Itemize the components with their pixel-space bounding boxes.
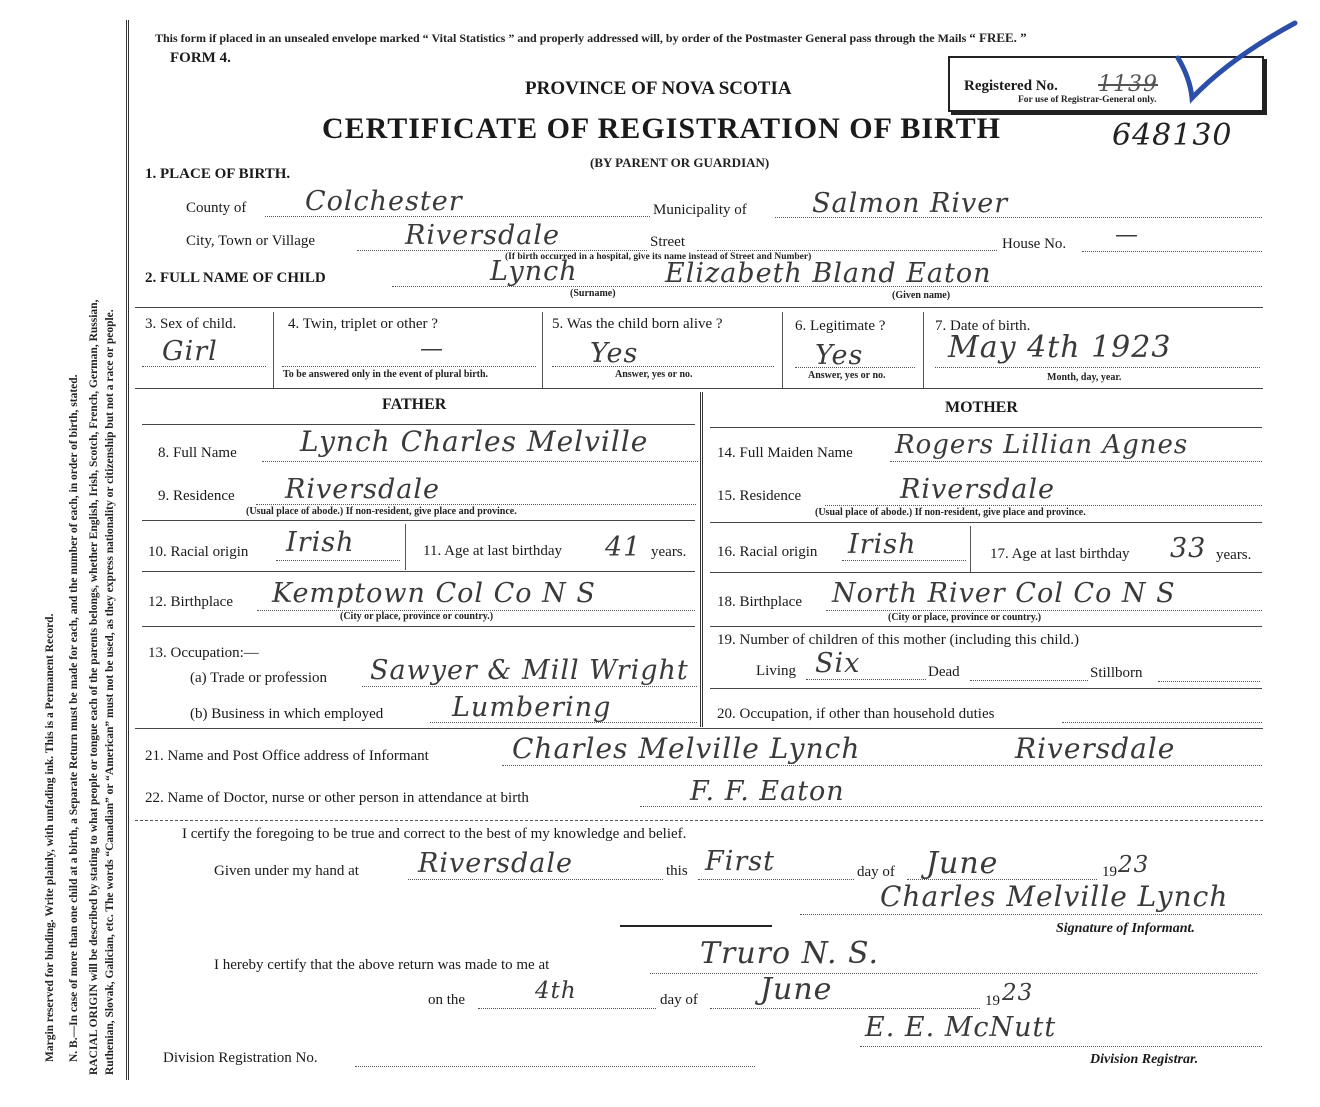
- registrar-day-line: [478, 1008, 656, 1009]
- dob-line: [935, 367, 1260, 368]
- given-dayof-label: day of: [857, 864, 895, 880]
- legitimate-value: Yes: [815, 340, 864, 371]
- divider-5-6: [782, 312, 783, 388]
- house-value: —: [1115, 222, 1139, 248]
- child-given-value: Elizabeth Bland Eaton: [665, 258, 992, 289]
- rule-below-parents: [135, 728, 1263, 729]
- divider-3-4: [273, 312, 274, 388]
- registrar-dayof-label: day of: [660, 992, 698, 1008]
- sex-label: 3. Sex of child.: [145, 316, 237, 332]
- registrar-statement: I hereby certify that the above return was made to me at: [214, 957, 550, 973]
- father-birthplace-value: Kemptown Col Co N S: [272, 578, 596, 609]
- divider-10-11: [405, 524, 406, 570]
- rule-m3: [710, 626, 1262, 627]
- binding-margin-line: [126, 20, 129, 1080]
- doctor-value: F. F. Eaton: [690, 776, 845, 807]
- mother-residence-value: Riversdale: [900, 474, 1055, 505]
- registrar-signature-line: [860, 1046, 1262, 1047]
- informant-label: 21. Name and Post Office address of Informant: [145, 748, 429, 764]
- informant-line: [502, 765, 1262, 766]
- trade-label: (a) Trade or profession: [190, 670, 328, 686]
- father-heading: FATHER: [382, 396, 447, 413]
- father-racial-value: Irish: [286, 527, 355, 558]
- mother-years-label: years.: [1216, 547, 1252, 563]
- occupation-label: 13. Occupation:—: [148, 645, 259, 661]
- mother-age-value: 33: [1170, 533, 1207, 564]
- this-label: this: [666, 863, 688, 879]
- mother-residence-note: (Usual place of abode.) If non-resident, give place and province.: [815, 507, 1086, 518]
- trade-value: Sawyer & Mill Wright: [370, 655, 689, 686]
- margin-note-1: Margin reserved for binding. Write plainly, with unfading ink. This is a Permanent Record.: [44, 613, 56, 1062]
- municipality-value: Salmon River: [812, 188, 1009, 219]
- county-value: Colchester: [305, 186, 463, 217]
- surname-note: (Surname): [570, 288, 616, 299]
- father-years-label: years.: [651, 544, 687, 560]
- division-no-line: [355, 1066, 755, 1067]
- postal-notice: This form if placed in an unsealed envelope marked “ Vital Statistics ” and properly addressed will, by order of the Postmaster General pass through the Mails “ FREE. ”: [155, 30, 1027, 45]
- city-label: City, Town or Village: [186, 233, 316, 249]
- house-line: [1082, 251, 1262, 252]
- father-age-label: 11. Age at last birthday: [423, 543, 562, 559]
- given-place-line: [408, 879, 663, 880]
- informant-address-value: Riversdale: [1015, 732, 1176, 765]
- street-note: (If birth occurred in a hospital, give its name instead of Street and Number): [505, 252, 812, 262]
- mother-birthplace-label: 18. Birthplace: [717, 594, 802, 610]
- given-label: Given under my hand at: [214, 863, 359, 879]
- mother-occupation-label: 20. Occupation, if other than household duties: [717, 706, 995, 722]
- rule-short: [620, 925, 772, 927]
- given-note: (Given name): [892, 290, 951, 301]
- children-label: 19. Number of children of this mother (including this child.): [717, 632, 1080, 648]
- stamped-number: 648130: [1112, 118, 1233, 153]
- child-name-label: 2. FULL NAME OF CHILD: [145, 270, 326, 286]
- form-number: FORM 4.: [170, 50, 231, 66]
- rule-m2: [710, 572, 1262, 573]
- on-the-label: on the: [428, 992, 466, 1008]
- father-birthplace-label: 12. Birthplace: [148, 594, 233, 610]
- father-racial-line: [276, 560, 400, 561]
- place-of-birth-label: 1. PLACE OF BIRTH.: [145, 166, 291, 182]
- mother-racial-value: Irish: [848, 529, 917, 560]
- registered-value: 1139: [1098, 72, 1158, 97]
- given-day-line: [698, 879, 854, 880]
- dead-line: [970, 680, 1088, 681]
- doctor-label: 22. Name of Doctor, nurse or other person in attendance at birth: [145, 790, 529, 806]
- signature-line: [800, 914, 1262, 915]
- signature-label: Signature of Informant.: [1056, 921, 1195, 936]
- mother-birthplace-line: [826, 610, 1262, 611]
- child-surname-value: Lynch: [490, 256, 578, 287]
- rule-top-boxes: [135, 307, 1263, 308]
- certificate-subtitle: (BY PARENT OR GUARDIAN): [590, 155, 770, 170]
- father-residence-value: Riversdale: [285, 474, 440, 505]
- living-label: Living: [756, 663, 796, 679]
- mother-racial-line: [842, 560, 966, 561]
- father-residence-label: 9. Residence: [158, 488, 235, 504]
- parents-divider: [700, 392, 703, 727]
- rule-mother-top: [710, 427, 1262, 428]
- margin-note-2: N. B.—In case of more than one child at a birth, a Separate Return must be made for each, and the number of each, in order of birth, stated.: [68, 374, 80, 1062]
- registrar-year-prefix: 19: [985, 993, 1000, 1009]
- registrar-year-value: 23: [1002, 980, 1034, 1006]
- father-birthplace-note: (City or place, province or country.): [340, 611, 494, 622]
- dob-label: 7. Date of birth.: [935, 318, 1031, 334]
- margin-note-3: RACIAL ORIGIN will be described by stating to what people or tongue each of the parents belongs, whether English, Irish, Scotch, French, German, Russian,: [88, 299, 100, 1075]
- mother-residence-label: 15. Residence: [717, 488, 802, 504]
- given-year-prefix: 19: [1102, 864, 1117, 880]
- dead-label: Dead: [928, 664, 960, 680]
- registrar-signature: E. E. McNutt: [865, 1012, 1057, 1043]
- twin-label: 4. Twin, triplet or other ?: [288, 316, 438, 332]
- twin-note: To be answered only in the event of plural birth.: [283, 369, 489, 380]
- alive-note: Answer, yes or no.: [615, 369, 693, 380]
- business-value: Lumbering: [452, 692, 612, 723]
- given-month-value: June: [926, 846, 999, 881]
- trade-line: [362, 686, 697, 687]
- father-racial-label: 10. Racial origin: [148, 544, 249, 560]
- twin-value: —: [420, 336, 444, 362]
- divider-4-5: [542, 312, 543, 388]
- alive-value: Yes: [590, 338, 639, 369]
- registrar-place-value: Truro N. S.: [700, 936, 880, 971]
- rule-above-parents: [135, 388, 1263, 389]
- alive-line: [552, 366, 774, 367]
- father-age-value: 41: [605, 532, 642, 563]
- street-label: Street: [650, 234, 685, 250]
- divider-6-7: [923, 312, 924, 388]
- living-value: Six: [815, 648, 861, 679]
- father-name-line: [262, 461, 698, 462]
- mother-heading: MOTHER: [945, 399, 1018, 416]
- division-no-label: Division Registration No.: [163, 1050, 318, 1066]
- rule-f3: [142, 626, 695, 627]
- registrar-place-line: [650, 973, 1257, 974]
- legitimate-label: 6. Legitimate ?: [795, 318, 886, 334]
- registered-label: Registered No.: [964, 78, 1058, 94]
- margin-note-4: Ruthenian, Slovak, Galician, etc. The words “Canadian” or “American” must not be used, as they express nationality or citizenship but not a race or people.: [104, 309, 116, 1075]
- stillborn-line: [1158, 681, 1260, 682]
- municipality-label: Municipality of: [653, 202, 747, 218]
- check-mark-icon: [1170, 18, 1300, 108]
- twin-line: [282, 366, 536, 367]
- rule-m4: [710, 688, 1262, 689]
- mother-residence-line: [825, 505, 1262, 506]
- registrar-note: For use of Registrar-General only.: [1018, 95, 1157, 105]
- given-year-value: 23: [1118, 852, 1150, 878]
- mother-name-line: [890, 461, 1262, 462]
- county-label: County of: [186, 200, 247, 216]
- mother-age-label: 17. Age at last birthday: [990, 546, 1130, 562]
- sex-line: [142, 366, 266, 367]
- division-registrar-label: Division Registrar.: [1090, 1052, 1199, 1067]
- street-line: [697, 250, 997, 251]
- dob-value: May 4th 1923: [948, 330, 1172, 365]
- divider-16-17: [970, 526, 971, 572]
- alive-label: 5. Was the child born alive ?: [552, 316, 723, 332]
- given-day-value: First: [705, 846, 775, 877]
- mother-occupation-line: [1062, 722, 1262, 723]
- dob-note: Month, day, year.: [1047, 372, 1122, 383]
- legitimate-line: [795, 367, 915, 368]
- legitimate-note: Answer, yes or no.: [808, 370, 886, 381]
- informant-signature: Charles Melville Lynch: [880, 880, 1229, 913]
- province-heading: PROVINCE OF NOVA SCOTIA: [525, 78, 792, 99]
- mother-birthplace-value: North River Col Co N S: [832, 578, 1176, 609]
- registrar-month-line: [710, 1008, 980, 1009]
- certificate-title: CERTIFICATE OF REGISTRATION OF BIRTH: [322, 112, 1001, 145]
- father-name-label: 8. Full Name: [158, 445, 237, 461]
- mother-birthplace-note: (City or place, province or country.): [888, 612, 1042, 623]
- father-name-value: Lynch Charles Melville: [300, 425, 649, 458]
- registrar-month-value: June: [760, 972, 833, 1007]
- mother-racial-label: 16. Racial origin: [717, 544, 818, 560]
- given-place-value: Riversdale: [418, 848, 573, 879]
- informant-name-value: Charles Melville Lynch: [512, 732, 861, 765]
- rule-f2: [142, 571, 695, 572]
- living-line: [806, 679, 926, 680]
- business-label: (b) Business in which employed: [190, 706, 384, 722]
- city-value: Riversdale: [405, 220, 560, 251]
- certify-statement: I certify the foregoing to be true and correct to the best of my knowledge and belief.: [182, 826, 687, 842]
- rule-f1: [142, 520, 695, 521]
- mother-name-label: 14. Full Maiden Name: [717, 445, 853, 461]
- house-label: House No.: [1002, 236, 1067, 252]
- registrar-day-value: 4th: [535, 978, 577, 1004]
- mother-name-value: Rogers Lillian Agnes: [895, 430, 1189, 460]
- rule-above-certify: [135, 820, 1263, 821]
- sex-value: Girl: [162, 336, 218, 367]
- rule-m1: [710, 522, 1262, 523]
- father-residence-note: (Usual place of abode.) If non-resident, give place and province.: [246, 506, 517, 517]
- stillborn-label: Stillborn: [1090, 665, 1143, 681]
